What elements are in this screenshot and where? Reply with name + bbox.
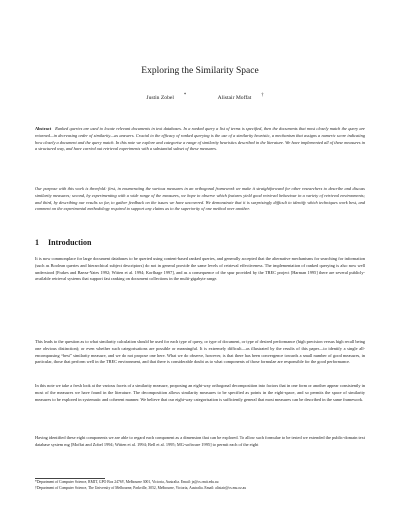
footnote: †Department of Computer Science, The University of Melbourne, Parkville, 3052, Melbourne, Victoria, Australia. Email: alistair@cs.mu.oz.au [35, 486, 247, 490]
body-paragraph: This leads to the question as to what similarity calculation should be used for each type of query, or type of document, or type of desired performance (high precision versus high recall being one obvious distinction); or even whether such categorisations are possible or meaningful. It is extremely difficult—as illustrated by the results of this paper—to identify a single all-encompassing “best” similarity measure, and we do not propose one here. What we do observe, however, is that there has been convergence towards a small number of good measures, in particular, those that perform well in the TREC environment, and that there is considerable doubt as to what components of those formulae are responsible for the good performance. [35, 339, 365, 365]
author-name: Alistair Moffat [217, 94, 252, 101]
section-title: Introduction [48, 238, 92, 247]
footnote: *Department of Computer Science, RMIT, GPO Box 2476V, Melbourne 3001, Victoria, Australia. Email: jz@cs.rmit.edu.au [35, 480, 219, 484]
body-paragraph: Having identified these eight components we are able to regard each component as a dimension that can be explored. To allow such formulae to be tested we extended the public-domain text database system mg [Moffat and Zobel 1994; Witten et al. 1994; Bell et al. 1995; MG-software 1995] to permit each of the eight [35, 435, 365, 447]
author-footnote-mark: † [261, 93, 264, 98]
paper-title: Exploring the Similarity Space [141, 66, 259, 76]
abstract-label: Abstract [35, 126, 52, 131]
abstract-purpose-paragraph: Our purpose with this work is threefold: first, in enumerating the various measures in an orthogonal framework we make it straightforward for other researchers to describe and discuss similarity measures; second, by experimenting with a wide range of the measures, we hope to observe which features yield good retrieval behaviour in a variety of retrieval environments; and third, by describing our results so far, to gather feedback on the issues we have uncovered. We demonstrate that it is surprisingly difficult to identify which techniques work best, and comment on the experimental methodology required to support any claims as to the superiority of one method over another. [35, 186, 365, 212]
section-number: 1 [35, 238, 39, 247]
abstract-text: Ranked queries are used to locate relevant documents in text databases. In a ranked query a list of terms is specified, then the documents that most closely match the query are returned—in decreasing order of similarity—as answers. Crucial to the efficacy of ranked querying is the use of a similarity heuristic, a mechanism that assigns a numeric score indicating how closely a document and the query match. In this note we explore and categorise a range of similarity heuristics described in the literature. We have implemented all of these measures in a structured way, and have carried out retrieval experiments with a substantial subset of these measures. [35, 126, 365, 152]
body-paragraph: It is now commonplace for large document databases to be queried using content-based ranked queries, and generally accepted that the alternative mechanisms for searching for information (such as Boolean queries and hierarchical subject descriptors) do not in general provide the same levels of retrieval effectiveness. The implementation of ranked querying is also now well understood [Frakes and Baeza-Yates 1992; Witten et al. 1994; Korfhage 1997], and as a consequence of the spur provided by the TREC project [Harman 1995] there are several publicly-available retrieval systems that support fast ranking on document collections in the multi-gigabyte range. [35, 256, 365, 282]
author [208, 95, 264, 101]
footnote-rule [35, 478, 105, 479]
abstract [35, 126, 365, 153]
author-footnote-mark: * [183, 93, 187, 98]
section-heading [35, 238, 91, 247]
author-name: Justin Zobel [146, 94, 174, 101]
body-paragraph: In this note we take a fresh look at the various facets of a similarity measure, proposing an eight-way orthogonal decomposition into factors that in one form or another appear consistently in most of the measures we have found in the literature. The decomposition allows similarity measures to be specified as points in the eight-space, and so permits the space of similarity measures to be explored in systematic and coherent manner. We believe that our eight-way categorisation is sufficiently general that most measures can be described in the same framework. [35, 383, 365, 402]
author [136, 95, 186, 101]
author-list [0, 93, 400, 101]
